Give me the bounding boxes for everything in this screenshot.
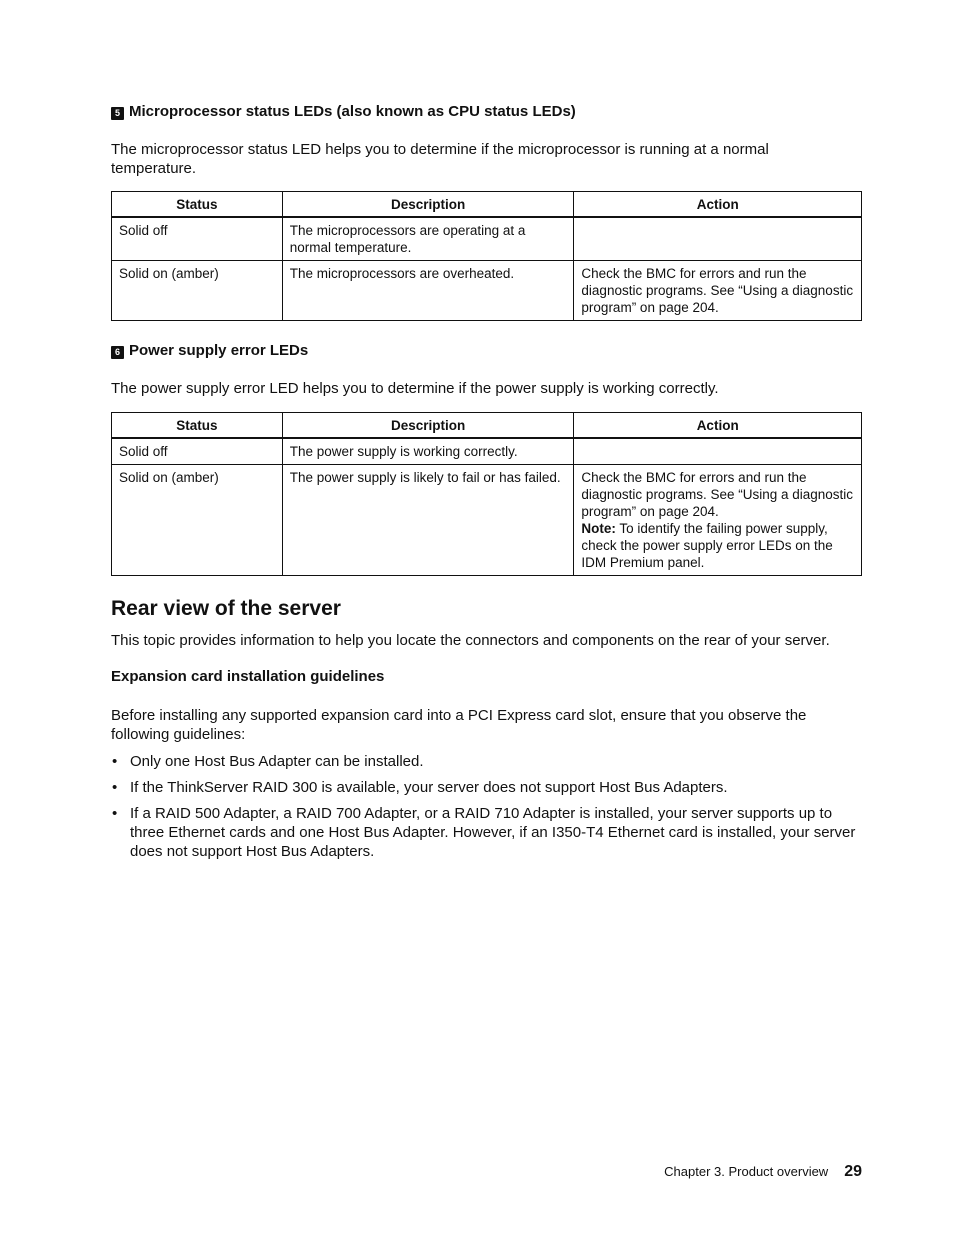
cpu-section-intro: The microprocessor status LED helps you to determine if the microprocessor is running at a normal temperature. [111,141,769,177]
psu-section-heading [111,342,308,360]
column-header-status: Status [112,192,283,218]
list-item: • Only one Host Bus Adapter can be installed. [111,752,862,771]
footer-chapter: Chapter 3. Product overview [664,1164,829,1179]
list-item: • If the ThinkServer RAID 300 is available, your server does not support Host Bus Adapters. [111,778,862,797]
cell-description: The power supply is working correctly. [282,438,574,465]
note-label: Note: [581,521,616,536]
cell-status: Solid off [112,217,283,261]
psu-section-title: Power supply error LEDs [129,342,309,359]
page-footer [664,1163,862,1181]
list-item: • If a RAID 500 Adapter, a RAID 700 Adapter, or a RAID 710 Adapter is installed, your server supports up to three Ethernet cards and one Host Bus Adapter. However, if an I350-T4 Ethernet card is installed, your server does not support Host Bus Adapters. [111,804,862,861]
callout-badge-6: 6 [111,346,124,359]
table-row [112,465,862,576]
column-header-status: Status [112,413,283,439]
cell-description: The microprocessors are overheated. [282,261,574,321]
guidelines-list [111,752,862,868]
cell-description: The power supply is likely to fail or has failed. [282,465,574,576]
cell-status: Solid on (amber) [112,261,283,321]
cell-action: Check the BMC for errors and run the diagnostic programs. See “Using a diagnostic program” on page 204. [574,261,862,321]
column-header-action: Action [574,413,862,439]
cell-status: Solid on (amber) [112,465,283,576]
column-header-description: Description [282,192,574,218]
callout-badge-5: 5 [111,107,124,120]
column-header-action: Action [574,192,862,218]
page-number: 29 [844,1163,862,1180]
action-text: Check the BMC for errors and run the diagnostic programs. See “Using a diagnostic program” on page 204. [581,470,854,519]
note-text: To identify the failing power supply, check the power supply error LEDs on the IDM Premium panel. [581,521,833,570]
cell-action [574,465,862,576]
cpu-section-heading [111,103,576,121]
expansion-guidelines-heading: Expansion card installation guidelines [111,668,385,685]
cpu-section-title: Microprocessor status LEDs (also known as CPU status LEDs) [129,103,576,120]
cell-action [574,438,862,465]
rear-view-intro: This topic provides information to help you locate the connectors and components on the rear of your server. [111,632,830,649]
table-header-row [112,413,862,439]
table-row [112,438,862,465]
table-row [112,217,862,261]
guidelines-intro: Before installing any supported expansion card into a PCI Express card slot, ensure that you observe the following guidelines: [111,707,807,743]
cell-action [574,217,862,261]
psu-section-intro: The power supply error LED helps you to determine if the power supply is working correctly. [111,380,719,397]
table-row [112,261,862,321]
table-header-row [112,192,862,218]
psu-led-table [111,412,862,576]
rear-view-heading: Rear view of the server [111,597,341,620]
column-header-description: Description [282,413,574,439]
cell-status: Solid off [112,438,283,465]
cell-description: The microprocessors are operating at a normal temperature. [282,217,574,261]
cpu-led-table [111,191,862,321]
